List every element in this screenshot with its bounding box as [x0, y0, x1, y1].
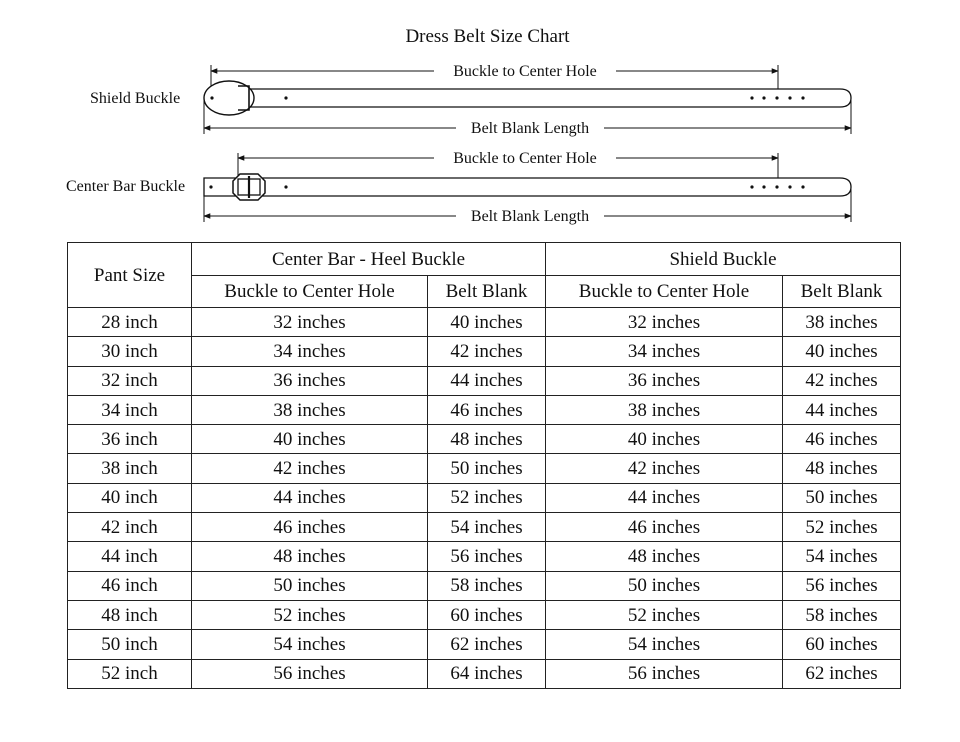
shield-adjust-hole — [788, 96, 791, 99]
shield-belt-strap — [220, 89, 851, 107]
center-bar-belt-blank-cell: 48 inches — [428, 425, 546, 454]
shield-belt-blank-cell: 62 inches — [783, 659, 901, 688]
center-bar-buckle-to-center-hole-cell: 54 inches — [192, 630, 428, 659]
table-row — [68, 337, 901, 366]
shield-belt-blank-header: Belt Blank — [783, 276, 901, 308]
shield-buckle-to-center-hole: Buckle to Center Hole — [453, 63, 597, 80]
center-bar-belt-diagram — [204, 150, 851, 225]
center-bar-adjust-hole — [788, 185, 791, 188]
shield-adjust-hole — [762, 96, 765, 99]
center-bar-buckle-to-center-hole-cell: 40 inches — [192, 425, 428, 454]
center-bar-end-hole — [209, 185, 212, 188]
table-row — [68, 659, 901, 688]
shield-buckle-header: Shield Buckle — [546, 243, 901, 276]
center-bar-belt-blank-cell: 58 inches — [428, 571, 546, 600]
shield-buckle-to-center-hole-cell: 34 inches — [546, 337, 783, 366]
shield-buckle-to-center-hole-cell: 38 inches — [546, 395, 783, 424]
pant-size-cell: 32 inch — [68, 366, 192, 395]
shield-belt-blank-cell: 40 inches — [783, 337, 901, 366]
center-bar-adjust-hole — [775, 185, 778, 188]
table-row — [68, 542, 901, 571]
pant-size-cell: 30 inch — [68, 337, 192, 366]
pant-size-header: Pant Size — [68, 243, 192, 308]
table-row — [68, 395, 901, 424]
shield-belt-blank-cell: 60 inches — [783, 630, 901, 659]
shield-belt-diagram — [204, 63, 851, 137]
center-bar-belt-blank-cell: 56 inches — [428, 542, 546, 571]
pant-size-cell: 50 inch — [68, 630, 192, 659]
chart-title: Dress Belt Size Chart — [405, 26, 570, 47]
center-bar-buckle-to-center-hole-cell: 42 inches — [192, 454, 428, 483]
shield-belt-blank-cell: 46 inches — [783, 425, 901, 454]
pant-size-cell: 52 inch — [68, 659, 192, 688]
center-bar-adjust-hole — [750, 185, 753, 188]
shield-buckle-to-center-hole-cell: 48 inches — [546, 542, 783, 571]
center-bar-belt-blank-cell: 46 inches — [428, 395, 546, 424]
center-bar-buckle-label: Center Bar Buckle — [66, 178, 186, 195]
center-bar-belt-blank-cell: 52 inches — [428, 483, 546, 512]
shield-buckle-to-center-hole-cell: 42 inches — [546, 454, 783, 483]
center-bar-buckle-to-center-hole-cell: 36 inches — [192, 366, 428, 395]
pant-size-cell: 36 inch — [68, 425, 192, 454]
center-bar-buckle-to-center-hole-header: Buckle to Center Hole — [192, 276, 428, 308]
center-bar-buckle-to-center-hole-cell: 38 inches — [192, 395, 428, 424]
shield-belt-blank-cell: 38 inches — [783, 308, 901, 337]
center-bar-belt-blank-cell: 44 inches — [428, 366, 546, 395]
pant-size-cell: 48 inch — [68, 600, 192, 629]
table-row — [68, 366, 901, 395]
center-bar-buckle-to-center-hole-cell: 32 inches — [192, 308, 428, 337]
shield-buckle-to-center-hole-cell: 54 inches — [546, 630, 783, 659]
pant-size-cell: 46 inch — [68, 571, 192, 600]
table-row — [68, 571, 901, 600]
shield-belt-blank-cell: 50 inches — [783, 483, 901, 512]
shield-belt-blank-cell: 54 inches — [783, 542, 901, 571]
shield-buckle-to-center-hole-cell: 52 inches — [546, 600, 783, 629]
center-bar-buckle-to-center-hole-cell: 44 inches — [192, 483, 428, 512]
shield-belt-blank-cell: 44 inches — [783, 395, 901, 424]
table-body — [68, 308, 901, 689]
belt-diagrams — [0, 0, 960, 240]
center-bar-belt-blank-header: Belt Blank — [428, 276, 546, 308]
shield-adjust-hole — [750, 96, 753, 99]
shield-belt-blank-cell: 56 inches — [783, 571, 901, 600]
center-bar-fold-hole — [284, 185, 287, 188]
center-bar-belt-blank-cell: 60 inches — [428, 600, 546, 629]
table-row — [68, 454, 901, 483]
shield-buckle-to-center-hole-cell: 50 inches — [546, 571, 783, 600]
center-bar-buckle-to-center-hole-cell: 50 inches — [192, 571, 428, 600]
center-bar-buckle-to-center-hole-cell: 52 inches — [192, 600, 428, 629]
shield-buckle-to-center-hole-cell: 36 inches — [546, 366, 783, 395]
center-bar-buckle-to-center-hole: Buckle to Center Hole — [453, 150, 597, 167]
center-bar-belt-blank-cell: 42 inches — [428, 337, 546, 366]
table-row — [68, 425, 901, 454]
center-bar-adjust-hole — [801, 185, 804, 188]
pant-size-cell: 28 inch — [68, 308, 192, 337]
table-row — [68, 600, 901, 629]
shield-buckle-to-center-hole-cell: 40 inches — [546, 425, 783, 454]
pant-size-cell: 40 inch — [68, 483, 192, 512]
table-row — [68, 483, 901, 512]
belt-size-table — [67, 242, 901, 689]
center-bar-belt-blank-cell: 54 inches — [428, 513, 546, 542]
shield-belt-blank-cell: 42 inches — [783, 366, 901, 395]
shield-adjust-hole — [775, 96, 778, 99]
pant-size-cell: 42 inch — [68, 513, 192, 542]
shield-fold-hole — [284, 96, 287, 99]
center-bar-buckle-to-center-hole-cell: 48 inches — [192, 542, 428, 571]
center-bar-buckle-to-center-hole-cell: 46 inches — [192, 513, 428, 542]
shield-buckle-to-center-hole-cell: 56 inches — [546, 659, 783, 688]
center-bar-heel-buckle-header: Center Bar - Heel Buckle — [192, 243, 546, 276]
center-bar-belt-blank-length: Belt Blank Length — [470, 208, 590, 225]
shield-buckle-to-center-hole-cell: 46 inches — [546, 513, 783, 542]
center-bar-belt-blank-cell: 62 inches — [428, 630, 546, 659]
shield-buckle-to-center-hole-cell: 32 inches — [546, 308, 783, 337]
shield-belt-blank-cell: 48 inches — [783, 454, 901, 483]
shield-buckle-to-center-hole-cell: 44 inches — [546, 483, 783, 512]
center-bar-belt-strap — [204, 178, 851, 196]
center-bar-buckle-to-center-hole-cell: 34 inches — [192, 337, 428, 366]
center-bar-belt-blank-cell: 64 inches — [428, 659, 546, 688]
center-bar-buckle-to-center-hole-cell: 56 inches — [192, 659, 428, 688]
shield-belt-blank-cell: 52 inches — [783, 513, 901, 542]
shield-belt-blank-length: Belt Blank Length — [470, 120, 590, 137]
pant-size-cell: 34 inch — [68, 395, 192, 424]
pant-size-cell: 44 inch — [68, 542, 192, 571]
shield-buckle-hole — [210, 96, 213, 99]
shield-belt-blank-cell: 58 inches — [783, 600, 901, 629]
center-bar-belt-blank-cell: 50 inches — [428, 454, 546, 483]
shield-adjust-hole — [801, 96, 804, 99]
table-row — [68, 630, 901, 659]
center-bar-adjust-hole — [762, 185, 765, 188]
pant-size-cell: 38 inch — [68, 454, 192, 483]
shield-buckle-label: Shield Buckle — [90, 90, 181, 107]
center-bar-belt-blank-cell: 40 inches — [428, 308, 546, 337]
shield-buckle-to-center-hole-header: Buckle to Center Hole — [546, 276, 783, 308]
table-row — [68, 308, 901, 337]
table-row — [68, 513, 901, 542]
